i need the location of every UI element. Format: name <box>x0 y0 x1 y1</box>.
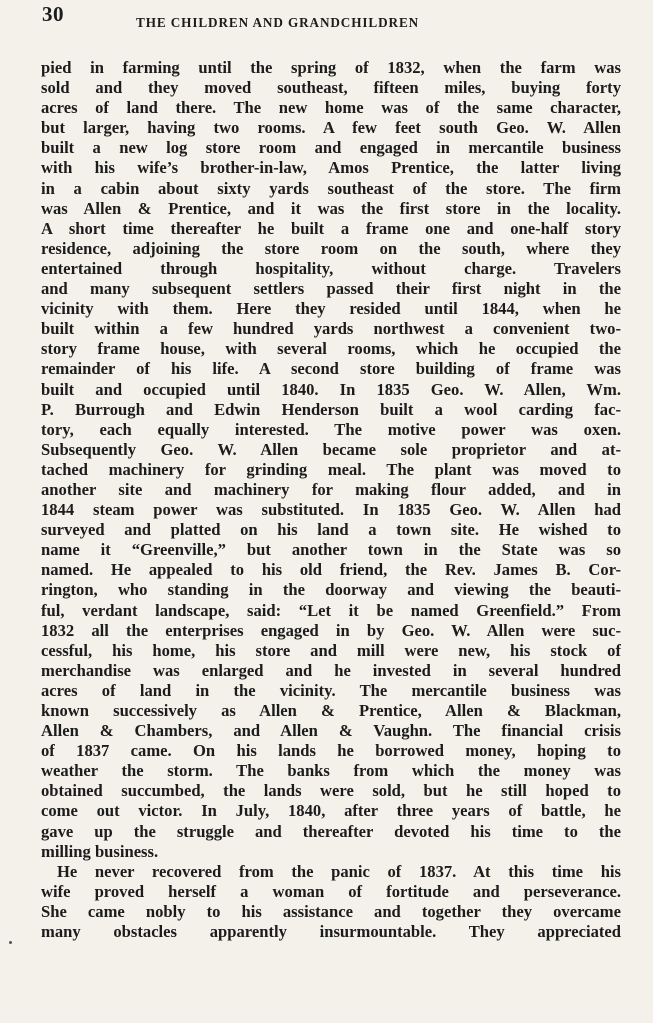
text-line: story frame house, with several rooms, which he occupied the <box>41 339 621 359</box>
text-line: named. He appealed to his old friend, the Rev. James B. Cor- <box>41 560 621 580</box>
text-line: She came nobly to his assistance and together they overcame <box>41 901 621 921</box>
text-line: ful, verdant landscape, said: “Let it be named Greenfield.” From <box>41 600 621 620</box>
text-line: come out victor. In July, 1840, after three years of battle, he <box>41 801 621 821</box>
text-line: rington, who standing in the doorway and viewing the beauti- <box>41 580 621 600</box>
text-line: gave up the struggle and thereafter devoted his time to the <box>41 821 621 841</box>
text-line: known successively as Allen & Prentice, Allen & Blackman, <box>41 701 621 720</box>
paragraph-2 <box>41 862 621 942</box>
text-line: many obstacles apparently insurmountable. They appreciated <box>41 922 621 942</box>
text-line: vicinity with them. Here they resided until 1844, when he <box>41 299 621 319</box>
text-line: wife proved herself a woman of fortitude and perseverance. <box>41 881 621 901</box>
text-line: tory, each equally interested. The motive power was oxen. <box>41 419 621 439</box>
text-line: weather the storm. The banks from which the money was <box>41 761 621 781</box>
text-line: sold and they moved southeast, fifteen miles, buying forty <box>41 78 621 98</box>
text-line: residence, adjoining the store room on the south, where they <box>41 238 621 258</box>
text-line: of 1837 came. On his lands he borrowed money, hoping to <box>41 741 621 761</box>
text-line: surveyed and platted on his land a town site. He wished to <box>41 520 621 540</box>
text-line: with his wife’s brother-in-law, Amos Prentice, the latter living <box>41 158 621 178</box>
text-line: tached machinery for grinding meal. The plant was moved to <box>41 459 621 479</box>
text-line: name it “Greenville,” but another town in the State was so <box>41 540 621 560</box>
body-text <box>41 58 621 942</box>
text-line: and many subsequent settlers passed their first night in the <box>41 279 621 299</box>
text-line: 1844 steam power was substituted. In 1835 Geo. W. Allen had <box>41 500 621 520</box>
text-line: acres of land in the vicinity. The mercantile business was <box>41 680 621 700</box>
text-line: He never recovered from the panic of 1837. At this time his <box>57 861 621 881</box>
text-line: Allen & Chambers, and Allen & Vaughn. The financial crisis <box>41 721 621 741</box>
text-line: built within a few hundred yards northwest a convenient two- <box>41 319 621 339</box>
text-line: acres of land there. The new home was of the same character, <box>41 98 621 118</box>
paragraph-1 <box>41 58 621 862</box>
text-line: P. Burrough and Edwin Henderson built a wool carding fac- <box>41 399 621 419</box>
text-line: was Allen & Prentice, and it was the first store in the locality. <box>41 198 621 218</box>
running-title: THE CHILDREN AND GRANDCHILDREN <box>136 15 420 30</box>
text-line: another site and machinery for making flour added, and in <box>41 479 621 499</box>
text-line: built a new log store room and engaged in mercantile business <box>41 138 621 158</box>
text-line: cessful, his home, his store and mill were new, his stock of <box>41 640 621 660</box>
margin-speck <box>9 941 12 944</box>
text-line: in a cabin about sixty yards southeast of the store. The firm <box>41 178 621 198</box>
text-line: merchandise was enlarged and he invested in several hundred <box>41 660 621 680</box>
text-line: entertained through hospitality, without charge. Travelers <box>41 258 621 278</box>
text-line: but larger, having two rooms. A few feet south Geo. W. Allen <box>41 118 621 138</box>
text-line: obtained succumbed, the lands were sold, but he still hoped to <box>41 781 621 801</box>
text-line: remainder of his life. A second store building of frame was <box>41 359 621 379</box>
text-line: pied in farming until the spring of 1832, when the farm was <box>41 58 621 77</box>
page-number: 30 <box>42 2 64 26</box>
text-line: Subsequently Geo. W. Allen became sole proprietor and at- <box>41 439 621 459</box>
text-line: built and occupied until 1840. In 1835 Geo. W. Allen, Wm. <box>41 379 621 399</box>
text-line: A short time thereafter he built a frame one and one-half story <box>41 218 621 238</box>
text-line: 1832 all the enterprises engaged in by Geo. W. Allen were suc- <box>41 620 621 640</box>
text-line: milling business. <box>41 841 159 861</box>
